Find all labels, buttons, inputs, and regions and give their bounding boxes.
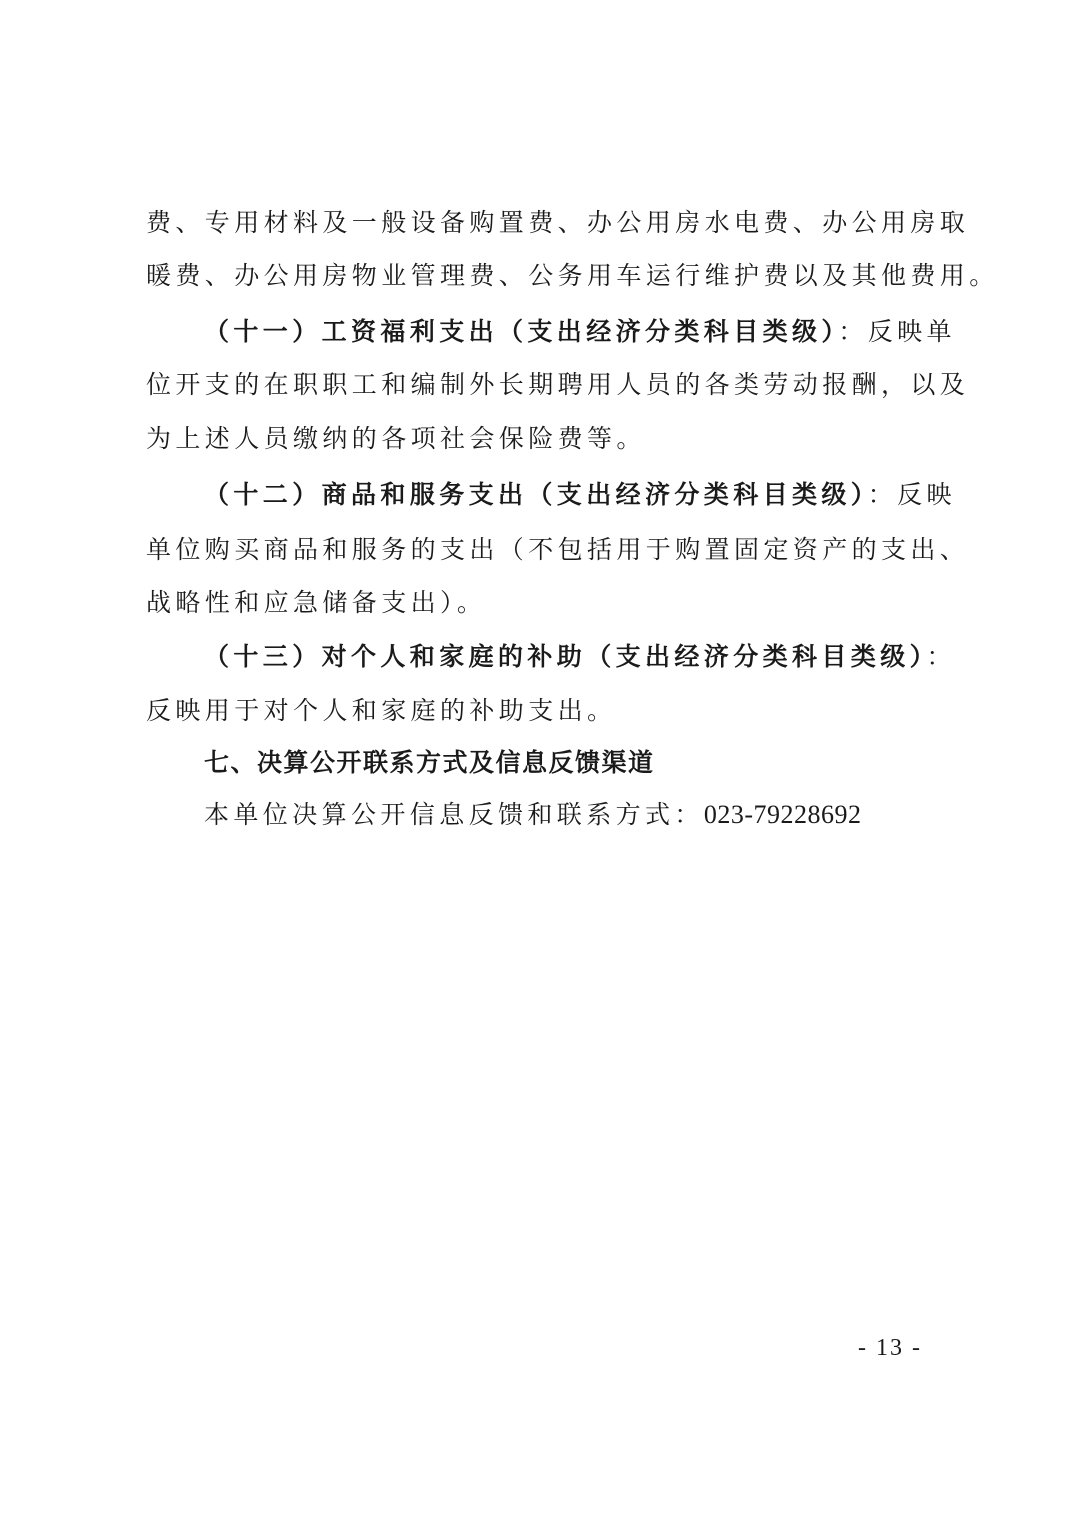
text-line (146, 368, 970, 402)
text-line (146, 259, 999, 293)
paragraph-text: 暖费、办公用房物业管理费、公务用车运行维护费以及其他费用。 (146, 261, 999, 290)
paragraph-text: 战略性和应急储备支出）。 (146, 588, 487, 617)
item-label-subsidies: （十三）对个人和家庭的补助（支出经济分类科目类级） (204, 642, 927, 671)
paragraph-text: ： (926, 642, 956, 671)
paragraph-text: ：反映单 (838, 317, 956, 346)
section-heading: 七、决算公开联系方式及信息反馈渠道 (204, 748, 655, 777)
contact-label: 本单位决算公开信息反馈和联系方式： (204, 800, 704, 829)
contact-line (204, 798, 1004, 832)
paragraph-text: 为上述人员缴纳的各项社会保险费等。 (146, 424, 646, 453)
text-line (204, 315, 1004, 349)
paragraph-text: ：反映 (867, 480, 956, 509)
paragraph-text: 位开支的在职职工和编制外长期聘用人员的各类劳动报酬，以及 (146, 370, 970, 399)
text-line (146, 694, 946, 728)
page-number: - 13 - (858, 1335, 922, 1361)
paragraph-text: 反映用于对个人和家庭的补助支出。 (146, 696, 617, 725)
item-label-wages: （十一）工资福利支出（支出经济分类科目类级） (204, 317, 839, 346)
paragraph-text: 费、专用材料及一般设备购置费、办公用房水电费、办公用房取 (146, 208, 970, 237)
text-line (204, 478, 1004, 512)
text-line (146, 206, 970, 240)
paragraph-text: 单位购买商品和服务的支出（不包括用于购置固定资产的支出、 (146, 535, 970, 564)
contact-phone-number: 023-79228692 (703, 800, 862, 829)
text-line (146, 422, 946, 456)
text-line (204, 640, 1004, 674)
text-line (146, 586, 946, 620)
text-line (146, 533, 970, 567)
item-label-goods-services: （十二）商品和服务支出（支出经济分类科目类级） (204, 480, 868, 509)
